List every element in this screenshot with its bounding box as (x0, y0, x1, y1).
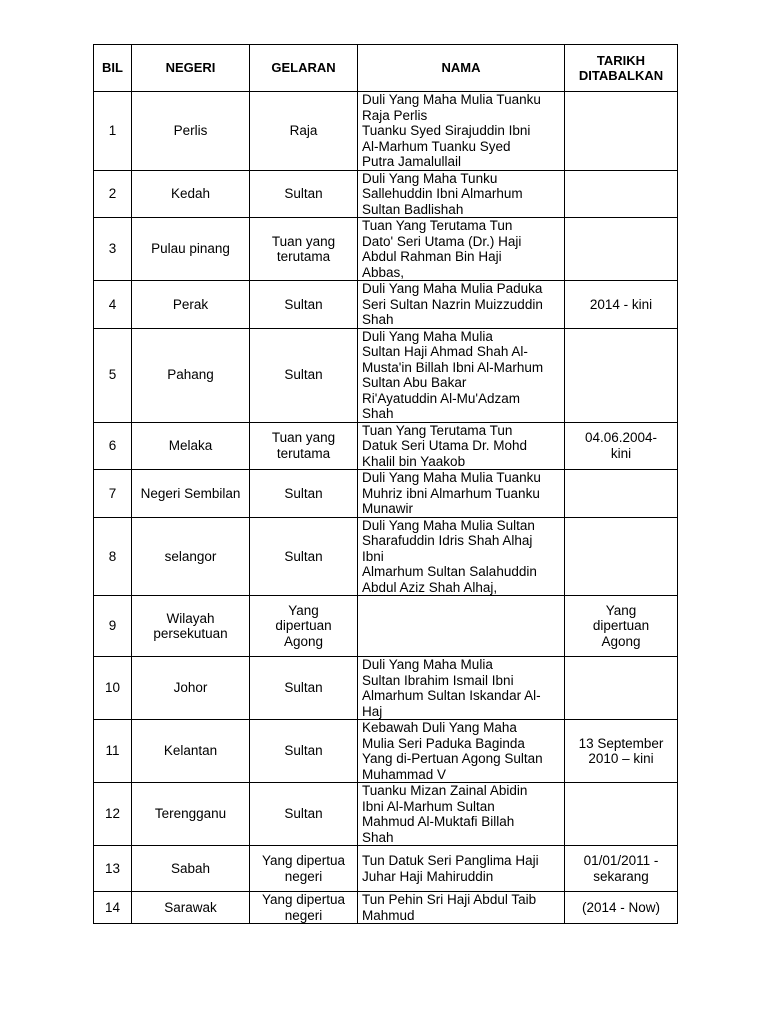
cell-tarikh: 13 September 2010 – kini (565, 720, 678, 783)
table-row (94, 470, 678, 518)
rulers-table (93, 44, 678, 924)
cell-tarikh: 01/01/2011 - sekarang (565, 846, 678, 892)
cell-bil: 1 (94, 92, 132, 171)
cell-bil: 6 (94, 422, 132, 470)
header-tarikh: TARIKH DITABALKAN (565, 45, 678, 92)
table-row (94, 892, 678, 924)
cell-negeri: Pulau pinang (132, 218, 250, 281)
cell-gelaran: Yang dipertua negeri (250, 892, 358, 924)
table-row (94, 596, 678, 657)
cell-tarikh: 2014 - kini (565, 281, 678, 329)
cell-tarikh (565, 783, 678, 846)
cell-tarikh (565, 328, 678, 422)
cell-tarikh: Yang dipertuan Agong (565, 596, 678, 657)
table-row (94, 517, 678, 596)
cell-nama: Kebawah Duli Yang Maha Mulia Seri Paduka Baginda Yang di-Pertuan Agong Sultan Muhammad V (358, 720, 565, 783)
cell-tarikh (565, 170, 678, 218)
cell-bil: 12 (94, 783, 132, 846)
cell-gelaran: Tuan yang terutama (250, 218, 358, 281)
cell-gelaran: Sultan (250, 470, 358, 518)
cell-nama: Duli Yang Maha Tunku Sallehuddin Ibni Almarhum Sultan Badlishah (358, 170, 565, 218)
table-row (94, 657, 678, 720)
cell-negeri: selangor (132, 517, 250, 596)
cell-tarikh (565, 92, 678, 171)
table-row (94, 218, 678, 281)
cell-negeri: Perak (132, 281, 250, 329)
cell-nama: Tuanku Mizan Zainal Abidin Ibni Al-Marhum Sultan Mahmud Al-Muktafi Billah Shah (358, 783, 565, 846)
cell-bil: 3 (94, 218, 132, 281)
table-row (94, 720, 678, 783)
cell-nama: Tuan Yang Terutama Tun Datuk Seri Utama Dr. Mohd Khalil bin Yaakob (358, 422, 565, 470)
cell-bil: 8 (94, 517, 132, 596)
cell-bil: 9 (94, 596, 132, 657)
header-bil: BIL (94, 45, 132, 92)
cell-negeri: Wilayah persekutuan (132, 596, 250, 657)
cell-nama (358, 596, 565, 657)
cell-gelaran: Yang dipertua negeri (250, 846, 358, 892)
table-row (94, 170, 678, 218)
cell-nama: Tun Datuk Seri Panglima Haji Juhar Haji Mahiruddin (358, 846, 565, 892)
cell-bil: 7 (94, 470, 132, 518)
cell-negeri: Melaka (132, 422, 250, 470)
cell-negeri: Johor (132, 657, 250, 720)
table-row (94, 846, 678, 892)
header-row (94, 45, 678, 92)
cell-negeri: Pahang (132, 328, 250, 422)
cell-bil: 10 (94, 657, 132, 720)
table-row (94, 328, 678, 422)
cell-tarikh (565, 218, 678, 281)
cell-gelaran: Sultan (250, 720, 358, 783)
cell-gelaran: Sultan (250, 281, 358, 329)
cell-tarikh (565, 517, 678, 596)
cell-tarikh (565, 657, 678, 720)
table-row (94, 92, 678, 171)
cell-bil: 14 (94, 892, 132, 924)
cell-bil: 13 (94, 846, 132, 892)
cell-bil: 5 (94, 328, 132, 422)
cell-gelaran: Sultan (250, 783, 358, 846)
cell-gelaran: Tuan yang terutama (250, 422, 358, 470)
cell-nama: Duli Yang Maha Mulia Sultan Ibrahim Ismail Ibni Almarhum Sultan Iskandar Al- Haj (358, 657, 565, 720)
cell-nama: Duli Yang Maha Mulia Sultan Sharafuddin Idris Shah Alhaj Ibni Almarhum Sultan Salahuddin Abdul Aziz Shah Alhaj, (358, 517, 565, 596)
cell-gelaran: Sultan (250, 657, 358, 720)
cell-nama: Duli Yang Maha Mulia Sultan Haji Ahmad Shah Al- Musta'in Billah Ibni Al-Marhum Sultan Abu Bakar Ri'Ayatuddin Al-Mu'Adzam Shah (358, 328, 565, 422)
cell-nama: Duli Yang Maha Mulia Tuanku Raja Perlis Tuanku Syed Sirajuddin Ibni Al-Marhum Tuanku Syed Putra Jamalullail (358, 92, 565, 171)
cell-negeri: Sabah (132, 846, 250, 892)
header-nama: NAMA (358, 45, 565, 92)
table-row (94, 783, 678, 846)
cell-tarikh: 04.06.2004- kini (565, 422, 678, 470)
cell-tarikh: (2014 - Now) (565, 892, 678, 924)
cell-negeri: Perlis (132, 92, 250, 171)
cell-gelaran: Yang dipertuan Agong (250, 596, 358, 657)
cell-negeri: Kelantan (132, 720, 250, 783)
cell-negeri: Negeri Sembilan (132, 470, 250, 518)
table-row (94, 422, 678, 470)
cell-nama: Tuan Yang Terutama Tun Dato' Seri Utama (Dr.) Haji Abdul Rahman Bin Haji Abbas, (358, 218, 565, 281)
cell-nama: Tun Pehin Sri Haji Abdul Taib Mahmud (358, 892, 565, 924)
cell-gelaran: Raja (250, 92, 358, 171)
cell-gelaran: Sultan (250, 170, 358, 218)
cell-tarikh (565, 470, 678, 518)
cell-bil: 11 (94, 720, 132, 783)
cell-nama: Duli Yang Maha Mulia Paduka Seri Sultan Nazrin Muizzuddin Shah (358, 281, 565, 329)
cell-negeri: Terengganu (132, 783, 250, 846)
cell-negeri: Kedah (132, 170, 250, 218)
header-gelaran: GELARAN (250, 45, 358, 92)
cell-bil: 4 (94, 281, 132, 329)
header-negeri: NEGERI (132, 45, 250, 92)
cell-negeri: Sarawak (132, 892, 250, 924)
cell-gelaran: Sultan (250, 328, 358, 422)
cell-bil: 2 (94, 170, 132, 218)
cell-nama: Duli Yang Maha Mulia Tuanku Muhriz ibni Almarhum Tuanku Munawir (358, 470, 565, 518)
cell-gelaran: Sultan (250, 517, 358, 596)
table-row (94, 281, 678, 329)
